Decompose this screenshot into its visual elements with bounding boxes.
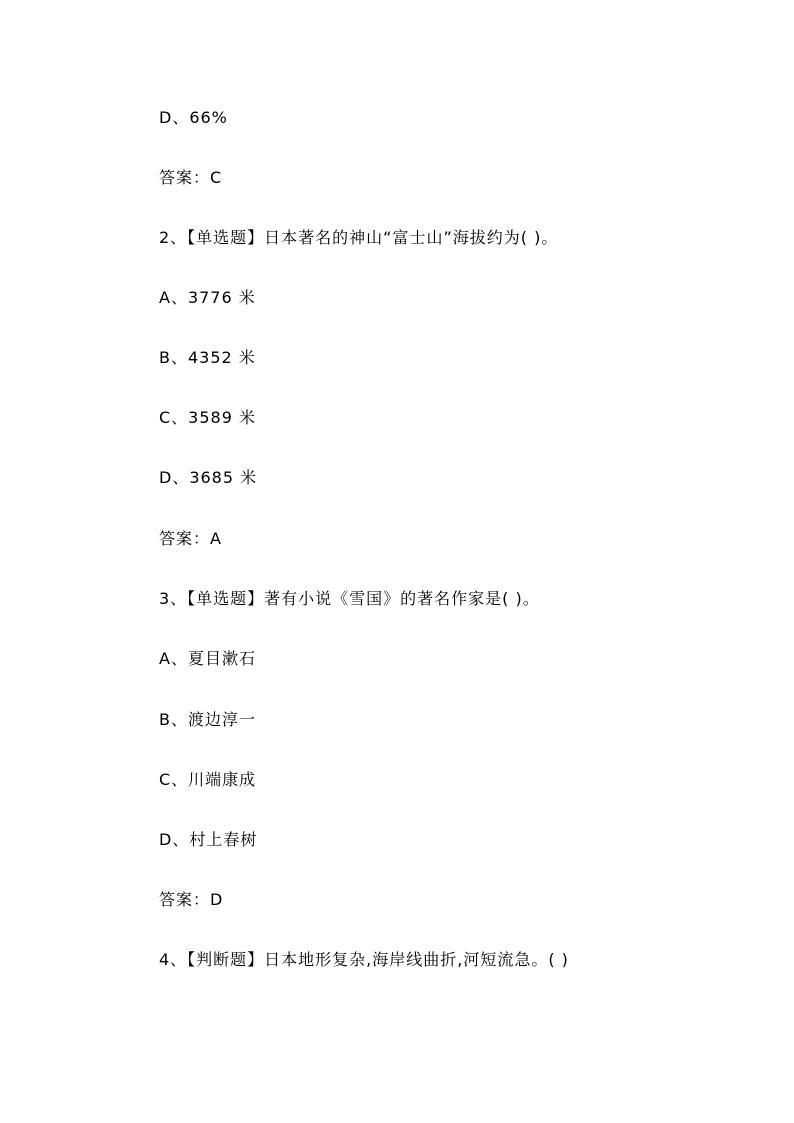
q3-option-c: C、川端康成 xyxy=(159,770,257,789)
q3-question: 3、【单选题】著有小说《雪国》的著名作家是( )。 xyxy=(159,589,540,608)
q3-option-d: D、村上春树 xyxy=(159,830,258,849)
q2-option-d: D、3685 米 xyxy=(159,468,258,487)
q2-option-c: C、3589 米 xyxy=(159,408,256,427)
q3-option-a: A、夏目漱石 xyxy=(159,649,256,668)
q3-option-b: B、渡边淳一 xyxy=(159,710,256,729)
q2-option-a: A、3776 米 xyxy=(159,288,256,307)
q1-option-d: D、66% xyxy=(159,108,228,127)
q2-option-b: B、4352 米 xyxy=(159,348,256,367)
q3-answer: 答案：D xyxy=(159,890,224,909)
q4-question: 4、【判断题】日本地形复杂,海岸线曲折,河短流急。( ) xyxy=(159,950,569,969)
q2-answer: 答案：A xyxy=(159,529,222,548)
q1-answer: 答案：C xyxy=(159,168,223,187)
q2-question: 2、【单选题】日本著名的神山“富士山”海拔约为( )。 xyxy=(159,228,559,247)
